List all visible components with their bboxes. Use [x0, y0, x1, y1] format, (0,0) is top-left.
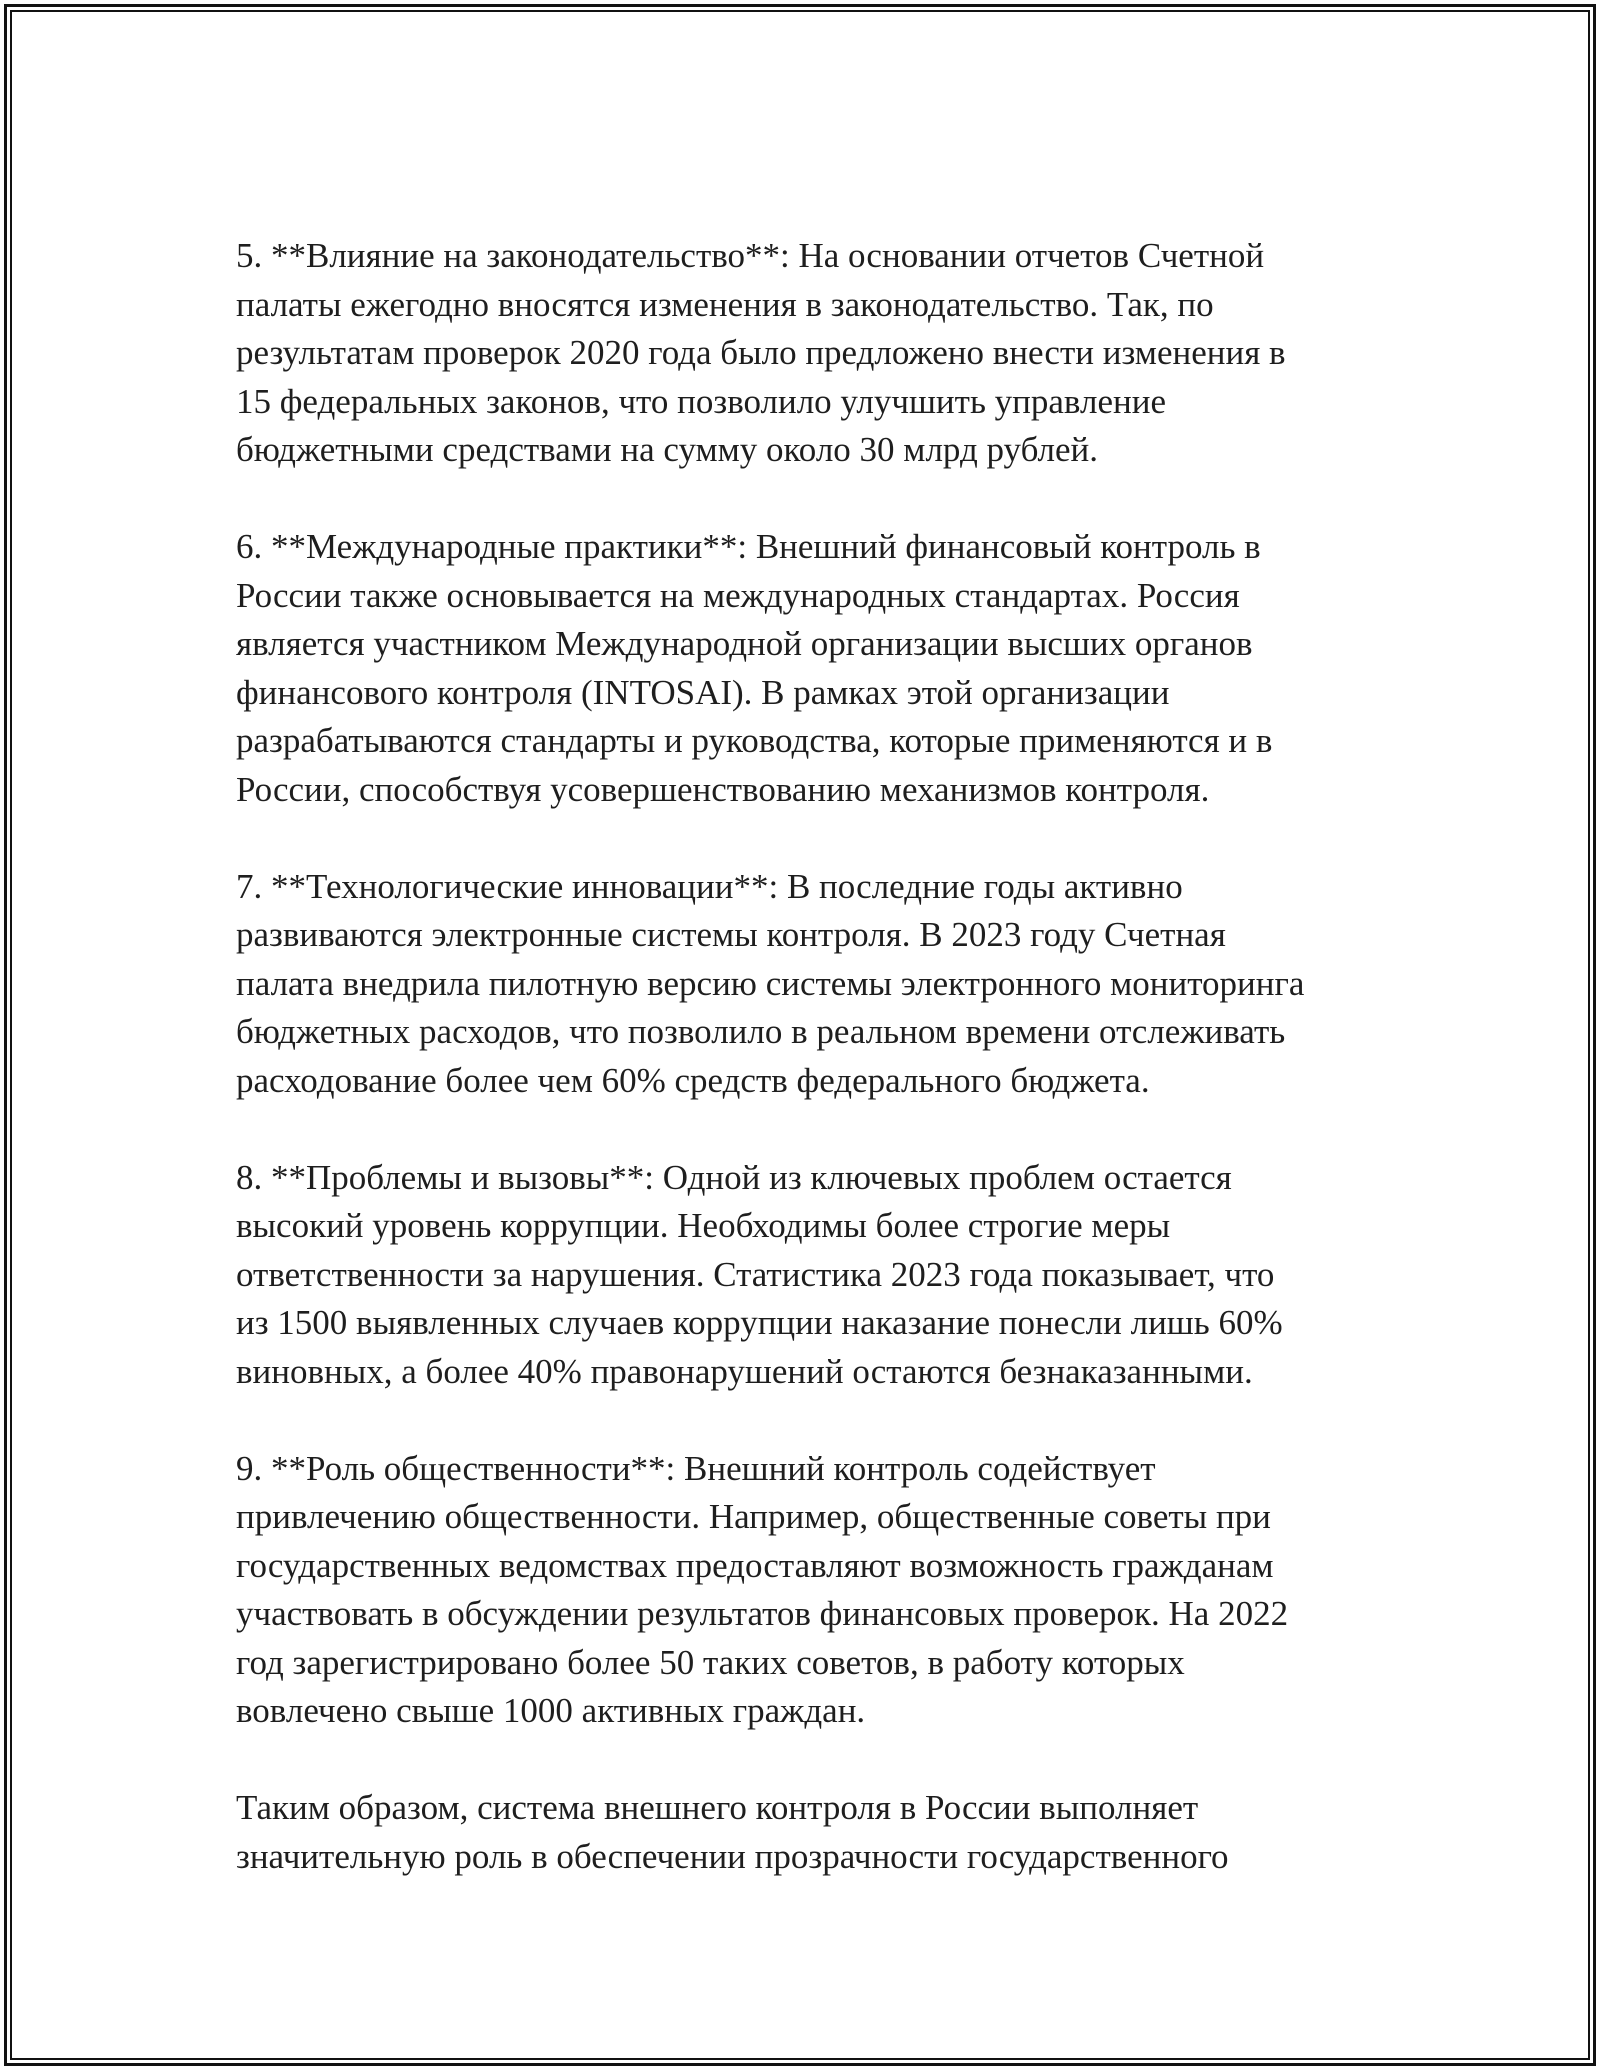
text-line: ответственности за нарушения. Статистика 2023 года показывает, что — [236, 1254, 1275, 1294]
text-line: бюджетных расходов, что позволило в реальном времени отслеживать — [236, 1012, 1286, 1051]
text-line: России также основывается на международных стандартах. Россия — [236, 575, 1240, 615]
text-line: 5. **Влияние на законодательство**: На основании отчетов Счетной — [236, 236, 1265, 275]
paragraph-international-practices — [236, 523, 1376, 814]
paragraph-problems-challenges — [236, 1154, 1376, 1397]
paragraph-public-role — [236, 1445, 1376, 1736]
text-line: участвовать в обсуждении результатов финансовых проверок. На 2022 — [236, 1594, 1289, 1633]
text-line: бюджетными средствами на сумму около 30 млрд рублей. — [236, 430, 1098, 469]
paragraph-legislation-influence — [236, 232, 1376, 475]
text-line: виновных, а более 40% правонарушений остаются безнаказанными. — [236, 1351, 1253, 1391]
text-line: из 1500 выявленных случаев коррупции наказание понесли лишь 60% — [236, 1303, 1283, 1342]
document-body — [236, 232, 1376, 1881]
text-line: результатам проверок 2020 года было предложено внести изменения в — [236, 333, 1286, 372]
text-line: является участником Международной организации высших органов — [236, 624, 1253, 663]
text-line: палата внедрила пилотную версию системы электронного мониторинга — [236, 963, 1305, 1003]
text-line: высокий уровень коррупции. Необходимы более строгие меры — [236, 1206, 1171, 1245]
text-line: 15 федеральных законов, что позволило улучшить управление — [236, 381, 1166, 421]
text-line: 8. **Проблемы и вызовы**: Одной из ключевых проблем остается — [236, 1157, 1232, 1197]
text-line: финансового контроля (INTOSAI). В рамках этой организации — [236, 672, 1170, 712]
text-line: вовлечено свыше 1000 активных граждан. — [236, 1691, 866, 1730]
text-line: 9. **Роль общественности**: Внешний контроль содействует — [236, 1448, 1156, 1488]
text-line: Таким образом, система внешнего контроля в России выполняет — [236, 1788, 1199, 1827]
text-line: расходование более чем 60% средств федерального бюджета. — [236, 1060, 1150, 1100]
text-line: привлечению общественности. Например, общественные советы при — [236, 1497, 1271, 1536]
paragraph-technological-innovations — [236, 863, 1376, 1106]
paragraph-conclusion — [236, 1784, 1376, 1881]
text-line: разрабатываются стандарты и руководства, которые применяются и в — [236, 721, 1273, 760]
text-line: России, способствуя усовершенствованию механизмов контроля. — [236, 769, 1210, 809]
text-line: государственных ведомствах предоставляют возможность гражданам — [236, 1545, 1274, 1585]
text-line: палаты ежегодно вносятся изменения в законодательство. Так, по — [236, 284, 1214, 324]
text-line: 6. **Международные практики**: Внешний финансовый контроль в — [236, 527, 1261, 566]
text-line: год зарегистрировано более 50 таких советов, в работу которых — [236, 1642, 1185, 1682]
text-line: 7. **Технологические инновации**: В последние годы активно — [236, 866, 1183, 906]
text-line: значительную роль в обеспечении прозрачности государственного — [236, 1836, 1229, 1876]
text-line: развиваются электронные системы контроля. В 2023 году Счетная — [236, 915, 1226, 954]
